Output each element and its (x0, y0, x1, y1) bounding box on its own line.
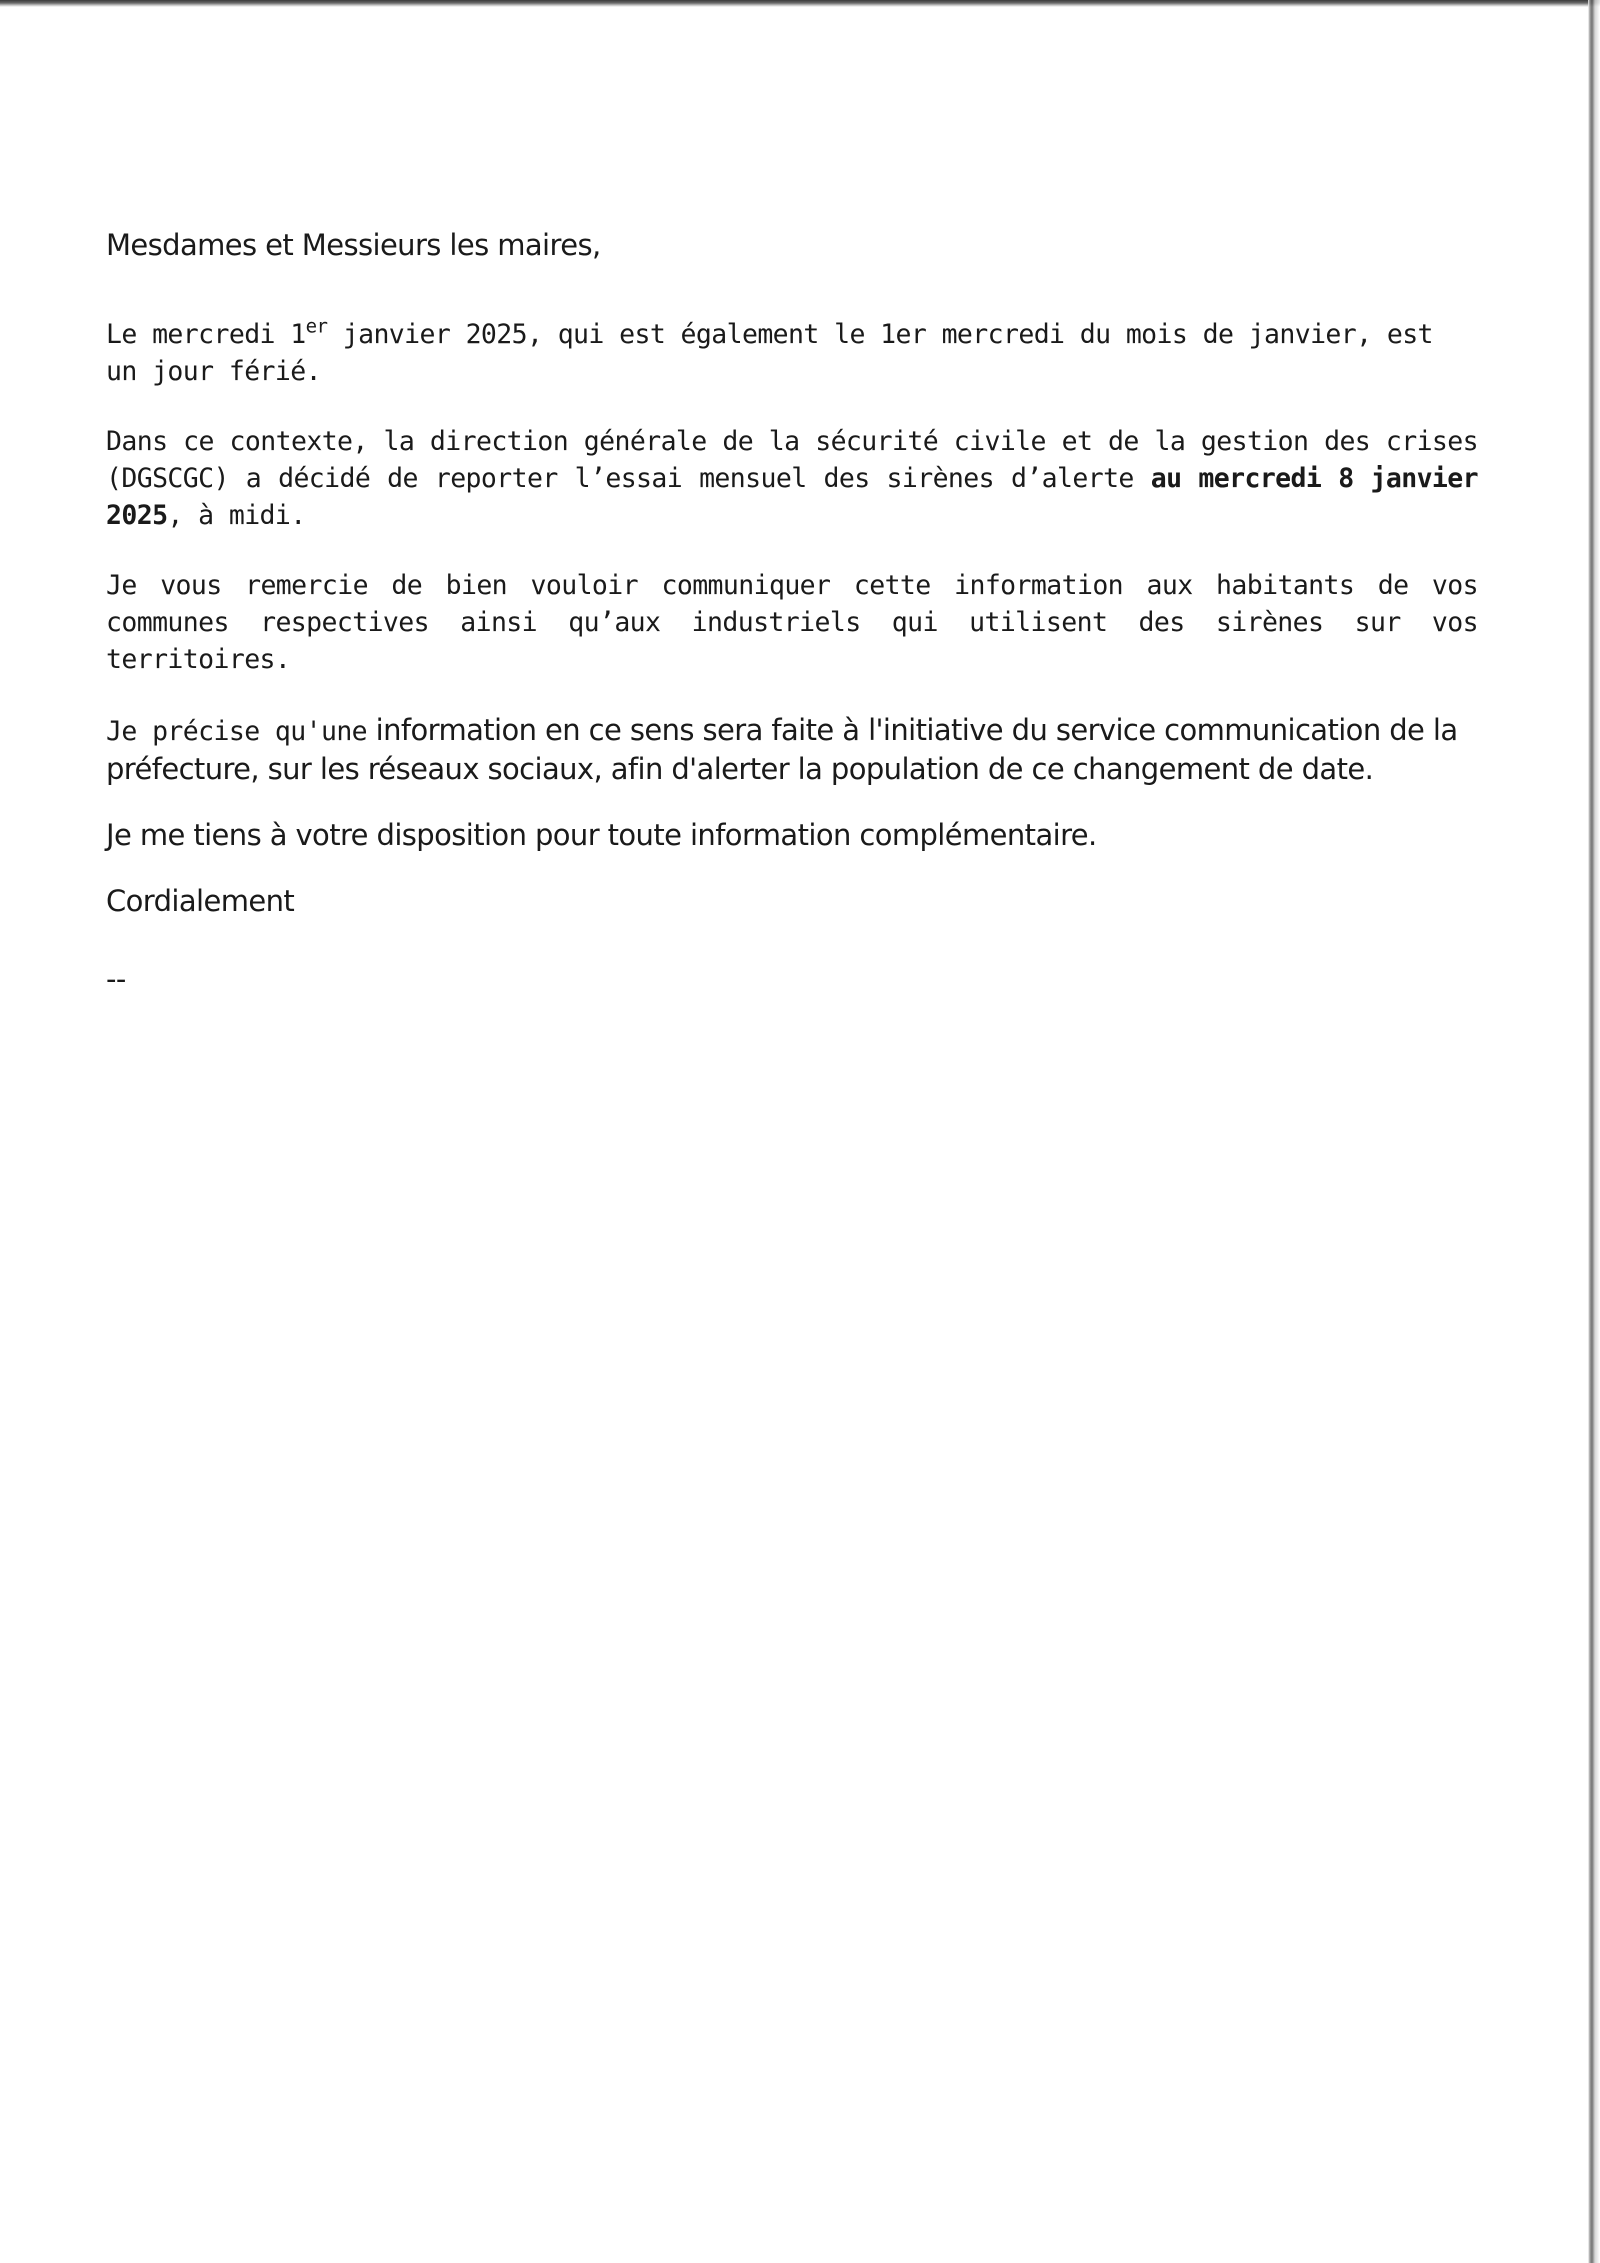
paragraph-postponement-end: , à midi. (167, 500, 306, 531)
paragraph-request: Je vous remercie de bien vouloir communiquer cette information aux habitants de vos communes respectives ainsi qu’aux industriels qui utilisent des sirènes sur vos territoires. (106, 570, 1478, 675)
paragraph-communication-start: Je précise qu'une (106, 716, 368, 747)
paragraph-holiday (106, 316, 1478, 390)
letter-body (106, 226, 1478, 998)
scan-top-edge (0, 0, 1600, 7)
scan-right-edge (1588, 0, 1600, 2263)
closing: Cordialement (106, 884, 295, 918)
new-test-date: au mercredi 8 janvier 2025 (106, 463, 1478, 531)
paragraph-availability: Je me tiens à votre disposition pour toute information complémentaire. (106, 818, 1097, 852)
paragraph-holiday-end: janvier 2025, qui est également le 1er mercredi du mois de janvier, est un jour férié. (106, 319, 1433, 387)
signature-separator: -- (106, 962, 126, 996)
paragraph-communication-end: information en ce sens sera faite à l'initiative du service communication de la préfecture, sur les réseaux sociaux, afin d'alerter la population de ce changement de date. (106, 713, 1458, 786)
paragraph-holiday-start: Le mercredi 1 (106, 319, 306, 350)
ordinal-superscript: er (305, 315, 328, 338)
greeting: Mesdames et Messieurs les maires, (106, 228, 601, 262)
paragraph-postponement (106, 423, 1478, 534)
paragraph-communication (106, 711, 1478, 788)
paragraph-postponement-start: Dans ce contexte, la direction générale de la sécurité civile et de la gestion des crises (DGSCGC) a décidé de reporter l’essai mensuel des sirènes d’alerte (106, 426, 1478, 494)
